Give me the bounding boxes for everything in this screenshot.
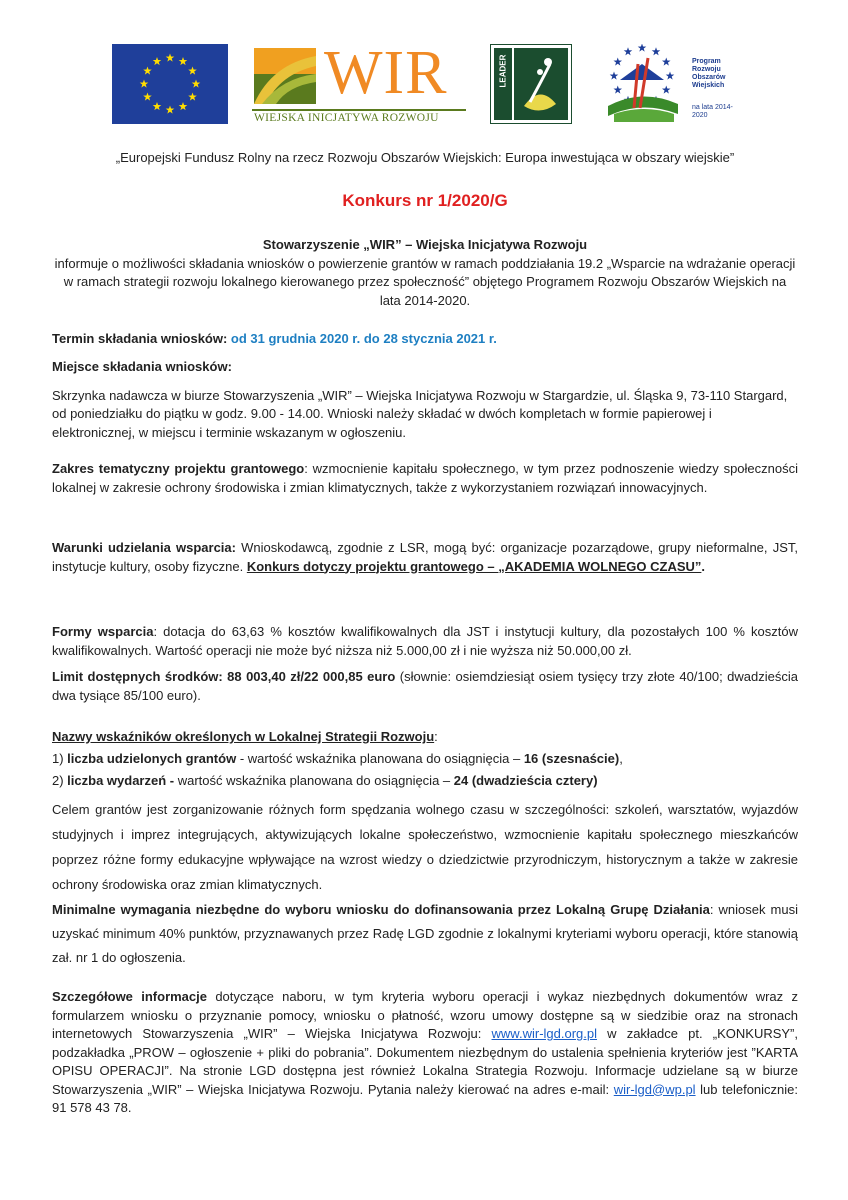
indicator-name: liczba wydarzeń - xyxy=(67,773,175,788)
indicator-text: - wartość wskaźnika planowana do osiągnięcia – xyxy=(236,751,524,766)
funds-limit-label: Limit dostępnych środków: 88 003,40 zł/22 000,85 euro xyxy=(52,669,396,684)
support-forms-section xyxy=(52,623,798,660)
eu-stars-icon xyxy=(112,44,228,124)
funds-limit-text: (słownie: osiemdziesiąt osiem tysięcy trzy złote 40/100; dwadzieścia dwa tysiące 85/100 euro). xyxy=(52,669,798,703)
prow-years: na lata 2014-2020 xyxy=(692,104,733,119)
details-section xyxy=(52,988,798,1118)
scope-text: : wzmocnienie kapitału społecznego, w tym przez podnoszenie wiedzy społeczności lokalnej w zakresie ochrony środowiska i zmian klimatycznych, także z wykorzystaniem rozwiązań innowacyjnych. xyxy=(52,461,798,495)
indicator-value: 24 (dwadzieścia cztery) xyxy=(453,773,598,788)
indicators-heading-end: : xyxy=(434,729,438,744)
motto-text: „Europejski Fundusz Rolny na rzecz Rozwoju Obszarów Wiejskich: Europa inwestująca w obszary wiejskie” xyxy=(115,150,735,165)
min-requirements-text: : wniosek musi uzyskać minimum 40% punktów, przyznawanych przez Radę LGD zgodnie z lokalnymi kryteriami wyboru operacji, które stanowią zał. nr 1 do ogłoszenia. xyxy=(52,902,798,965)
deadline-label: Termin składania wniosków: xyxy=(52,331,228,346)
eu-flag-logo xyxy=(112,44,228,124)
details-label: Szczegółowe informacje xyxy=(52,989,207,1004)
details-text-1: dotyczące naboru, w tym kryteria wyboru operacji i wykaz niezbędnych dokumentów wraz z formularzem wniosku o przyznanie pomocy, wniosku o płatność, wzoru umowy dostępne są w siedzibie oraz na stronach internetowych Stowarzyszenia „WIR” – Wiejska Inicjatywa Rozwoju: xyxy=(52,989,798,1041)
star-icon xyxy=(638,44,647,52)
website-link[interactable]: www.wir-lgd.org.pl xyxy=(491,1026,598,1041)
prow-logo-text xyxy=(692,58,740,120)
star-icon xyxy=(662,86,671,94)
conditions-end: . xyxy=(701,558,706,574)
leader-logo-text: LEADER xyxy=(498,54,508,88)
conditions-section xyxy=(52,539,798,576)
star-icon xyxy=(610,72,619,80)
place-label: Miejsce składania wniosków: xyxy=(52,359,232,374)
intro-text: informuje o możliwości składania wniosków o powierzenie grantów w ramach poddziałania 19.2 „Wsparcie na wdrażanie operacji w ramach strategii rozwoju lokalnego kierowanego przez społeczność” objętego Programem Rozwoju Obszarów Wiejskich na lata 2014-2020. xyxy=(54,255,796,308)
deadline-value: od 31 grudnia 2020 r. do 28 stycznia 2021 r. xyxy=(227,331,497,346)
deadline-section xyxy=(52,330,798,349)
prow-emblem-icon xyxy=(594,44,690,126)
conditions-text: Wnioskodawcą, zgodnie z LSR, mogą być: organizacje pozarządowe, grupy nieformalne, JST, instytucje kultury, osoby fizyczne. xyxy=(52,540,798,574)
indicator-number: 1) xyxy=(52,751,68,766)
support-forms-text: : dotacja do 63,63 % kosztów kwalifikowalnych dla JST i instytucji kultury, dla pozostałych 100 % kosztów kwalifikowalnych. Wartość operacji nie może być niższa niż 5.000,00 zł i nie wyższa niż 50.000,00 zł. xyxy=(52,624,798,658)
star-icon xyxy=(613,86,622,94)
star-icon xyxy=(662,58,671,66)
star-icon xyxy=(666,72,675,80)
prow-line: Obszarów xyxy=(692,74,726,81)
title-text: Konkurs nr 1/2020/G xyxy=(342,191,508,210)
min-requirements-label: Minimalne wymagania niezbędne do wyboru wniosku do dofinansowania przez Lokalną Grupę Działania xyxy=(52,902,710,917)
conditions-label: Warunki udzielania wsparcia: xyxy=(52,540,236,555)
details-text-2: w zakładce pt. „KONKURSY”, podzakładka „PROW – ogłoszenie + pliki do pobrania”. Dokumentem niezbędnym do ustalenia spełnienia kryteriów jest ”KARTA OPISU OPERACJI”. Na stronie LGD dostępna jest również Lokalna Strategia Rozwoju. Informacje udzielane są w biurze Stowarzyszenia „WIR” – Wiejska Inicjatywa Rozwoju. Pytania należy kierować na adres e-mail: xyxy=(52,1026,799,1097)
wir-logo-name: WIR xyxy=(324,39,448,107)
details-text-3: lub telefonicznie: 91 578 43 78. xyxy=(52,1081,799,1115)
place-section xyxy=(52,358,798,442)
indicator-end: , xyxy=(619,751,623,766)
leader-logo xyxy=(490,44,572,124)
prow-line: Program xyxy=(692,58,721,65)
star-icon xyxy=(613,58,622,66)
wir-logo xyxy=(252,39,466,126)
wir-logo-subtitle: WIEJSKA INICJATYWA ROZWOJU xyxy=(254,112,439,124)
page-title xyxy=(52,192,798,211)
email-link[interactable]: wir-lgd@wp.pl xyxy=(613,1081,696,1097)
indicators-heading-row xyxy=(52,726,798,748)
goal-text: Celem grantów jest zorganizowanie różnych form spędzania wolnego czasu w szczególności: szkoleń, warsztatów, wyjazdów studyjnych i imprez integrujących, aktywizujących lokalne społeczeństwo, wzmocnienie kapitału społecznego mieszkańców poprzez różne formy edukacyjne wpływające na wzrost wiedzy o dziedzictwie przyrodniczym, historycznym a także w zakresie ochrony środowiska oraz zmian klimatycznych. xyxy=(52,802,798,892)
indicator-item xyxy=(52,770,798,792)
min-requirements-section xyxy=(52,898,798,970)
place-text: Skrzynka nadawcza w biurze Stowarzyszenia „WIR” – Wiejska Inicjatywa Rozwoju w Stargardzie, ul. Śląska 9, 73-110 Stargard, od poniedziałku do piątku w godz. 9.00 - 14.00. Wnioski należy składać w dwóch kompletach w formie papierowej i elektronicznej, w miejscu i terminie wskazanym w ogłoszeniu. xyxy=(52,387,788,440)
indicator-value: 16 (szesnaście) xyxy=(523,751,620,766)
star-icon xyxy=(624,47,633,55)
funds-limit-section xyxy=(52,668,798,705)
prow-line: Wiejskich xyxy=(692,82,725,89)
motto xyxy=(52,149,798,168)
support-forms-label: Formy wsparcia xyxy=(52,624,154,639)
indicator-item xyxy=(52,748,798,770)
competition-name: Konkurs dotyczy projektu grantowego – „AKADEMIA WOLNEGO CZASU” xyxy=(246,558,702,574)
scope-label: Zakres tematyczny projektu grantowego xyxy=(52,461,305,476)
logo-bar xyxy=(112,39,742,126)
indicators-section xyxy=(52,726,798,792)
prow-logo xyxy=(594,44,740,126)
indicator-name: liczba udzielonych grantów xyxy=(67,751,237,766)
scope-section xyxy=(52,460,798,497)
intro-block xyxy=(52,236,798,310)
goal-section xyxy=(52,797,798,897)
indicators-heading: Nazwy wskaźników określonych w Lokalnej Strategii Rozwoju xyxy=(52,729,435,744)
prow-line: Rozwoju xyxy=(692,66,721,73)
org-name: Stowarzyszenie „WIR” – Wiejska Inicjatywa Rozwoju xyxy=(262,237,588,252)
indicator-number: 2) xyxy=(52,773,68,788)
indicator-text: wartość wskaźnika planowana do osiągnięcia – xyxy=(174,773,454,788)
star-icon xyxy=(652,47,661,55)
